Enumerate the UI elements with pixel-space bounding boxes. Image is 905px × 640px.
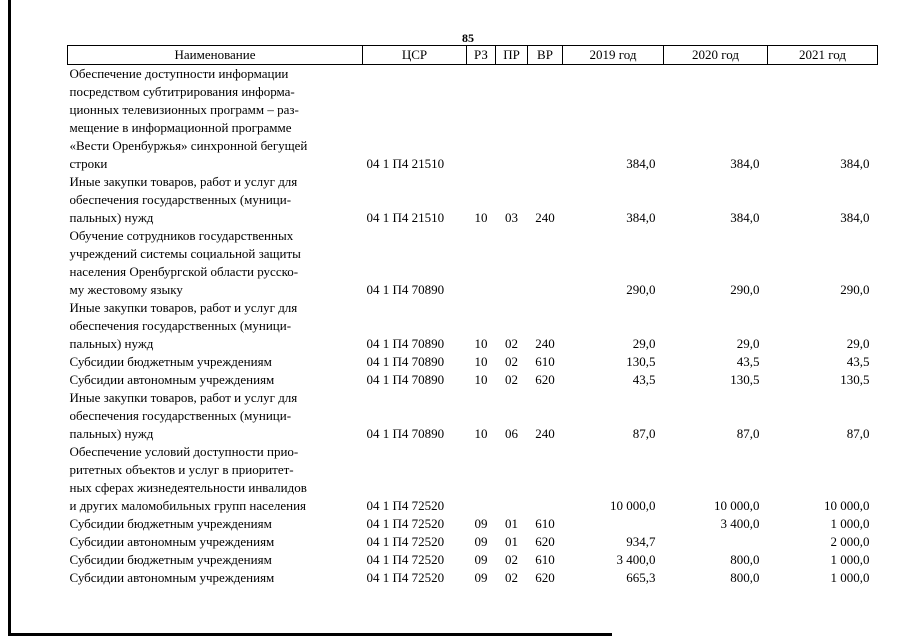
row-2019: 130,5 bbox=[626, 354, 656, 369]
row-2020: 384,0 bbox=[730, 156, 760, 171]
row-name-line: Обучение сотрудников государственных bbox=[69, 228, 294, 243]
row-csr: 04 1 П4 70890 bbox=[366, 336, 445, 351]
row-2021: 43,5 bbox=[846, 354, 870, 369]
row-2020: 10 000,0 bbox=[714, 498, 760, 513]
header-2021: 2021 год bbox=[768, 46, 878, 65]
row-name-line: ных сферах жизнедеятельности инвалидов bbox=[69, 480, 307, 495]
table-row bbox=[68, 515, 878, 533]
row-rz bbox=[467, 227, 496, 299]
row-pr bbox=[496, 65, 528, 174]
row-name-line: Субсидии бюджетным учреждениям bbox=[69, 552, 272, 567]
header-2019: 2019 год bbox=[563, 46, 664, 65]
row-pr: 02 bbox=[505, 372, 518, 387]
row-2020: 290,0 bbox=[730, 282, 760, 297]
row-2020: 384,0 bbox=[730, 210, 760, 225]
row-pr: 01 bbox=[505, 516, 518, 531]
row-name-line: Субсидии автономным учреждениям bbox=[69, 534, 275, 549]
row-2020: 800,0 bbox=[730, 570, 760, 585]
row-csr: 04 1 П4 72520 bbox=[366, 516, 445, 531]
row-vr bbox=[528, 65, 563, 174]
row-2019: 29,0 bbox=[632, 336, 656, 351]
row-2020: 800,0 bbox=[730, 552, 760, 567]
row-rz: 09 bbox=[474, 516, 488, 531]
row-name-line: Иные закупки товаров, работ и услуг для bbox=[69, 174, 298, 189]
row-vr: 610 bbox=[535, 354, 555, 369]
row-2021: 290,0 bbox=[840, 282, 870, 297]
row-pr: 06 bbox=[505, 426, 518, 441]
row-name-line: Обеспечение доступности информации bbox=[69, 66, 289, 81]
row-name-line: пальных) нужд bbox=[69, 336, 154, 351]
header-rz: РЗ bbox=[467, 46, 496, 65]
row-csr: 04 1 П4 70890 bbox=[366, 354, 445, 369]
row-name-line: пальных) нужд bbox=[69, 210, 154, 225]
row-name-line: посредством субтитрирования информа- bbox=[69, 84, 295, 99]
row-name-line: му жестовому языку bbox=[69, 282, 183, 297]
row-2021: 1 000,0 bbox=[830, 516, 870, 531]
table-row bbox=[68, 227, 878, 299]
row-name-line: Субсидии бюджетным учреждениям bbox=[69, 354, 272, 369]
row-pr: 01 bbox=[505, 534, 518, 549]
row-name bbox=[68, 443, 363, 515]
row-name-line: Субсидии бюджетным учреждениям bbox=[69, 516, 272, 531]
row-rz: 09 bbox=[474, 534, 488, 549]
row-name bbox=[68, 173, 363, 227]
row-name-line: обеспечения государственных (муници- bbox=[69, 318, 292, 333]
header-csr: ЦСР bbox=[363, 46, 467, 65]
row-name bbox=[68, 299, 363, 353]
row-vr bbox=[528, 443, 563, 515]
row-name-line: обеспечения государственных (муници- bbox=[69, 408, 292, 423]
row-name bbox=[68, 389, 363, 443]
row-name-line: Субсидии автономным учреждениям bbox=[69, 372, 275, 387]
row-name-line: обеспечения государственных (муници- bbox=[69, 192, 292, 207]
row-name-line: населения Оренбургской области русско- bbox=[69, 264, 299, 279]
row-pr bbox=[496, 227, 528, 299]
row-2021: 384,0 bbox=[840, 210, 870, 225]
row-name bbox=[68, 227, 363, 299]
row-vr: 240 bbox=[535, 336, 555, 351]
table-row bbox=[68, 389, 878, 443]
row-name-line: ционных телевизионных программ – раз- bbox=[69, 102, 299, 117]
header-pr: ПР bbox=[496, 46, 528, 65]
row-rz: 09 bbox=[474, 552, 488, 567]
table-body bbox=[68, 65, 878, 588]
row-2019: 87,0 bbox=[632, 426, 656, 441]
row-rz: 10 bbox=[474, 336, 488, 351]
row-name bbox=[68, 371, 363, 389]
header-2020: 2020 год bbox=[664, 46, 768, 65]
row-2021: 87,0 bbox=[846, 426, 870, 441]
page-number: 85 bbox=[462, 31, 474, 45]
row-rz bbox=[467, 65, 496, 174]
row-rz: 09 bbox=[474, 570, 488, 585]
row-csr: 04 1 П4 72520 bbox=[366, 570, 445, 585]
row-2019: 934,7 bbox=[626, 534, 656, 549]
row-pr bbox=[496, 443, 528, 515]
row-2021: 130,5 bbox=[840, 372, 870, 387]
scan-edge-left bbox=[8, 0, 11, 636]
row-vr bbox=[528, 227, 563, 299]
row-rz: 10 bbox=[474, 354, 488, 369]
row-2021: 1 000,0 bbox=[830, 552, 870, 567]
row-vr: 620 bbox=[535, 570, 555, 585]
row-csr: 04 1 П4 21510 bbox=[366, 156, 445, 171]
row-2019 bbox=[563, 515, 664, 533]
table-row bbox=[68, 371, 878, 389]
row-2020: 87,0 bbox=[736, 426, 760, 441]
row-rz: 10 bbox=[474, 372, 488, 387]
row-2019: 384,0 bbox=[626, 210, 656, 225]
row-vr: 620 bbox=[535, 372, 555, 387]
row-2021: 1 000,0 bbox=[830, 570, 870, 585]
row-2021: 29,0 bbox=[846, 336, 870, 351]
row-name-line: Иные закупки товаров, работ и услуг для bbox=[69, 390, 298, 405]
row-name-line: Обеспечение условий доступности прио- bbox=[69, 444, 299, 459]
budget-table bbox=[67, 45, 878, 587]
row-pr: 02 bbox=[505, 336, 518, 351]
row-2021: 10 000,0 bbox=[824, 498, 870, 513]
row-rz: 10 bbox=[474, 210, 488, 225]
row-rz bbox=[467, 443, 496, 515]
row-name-line: и других маломобильных групп населения bbox=[69, 498, 307, 513]
row-2019: 43,5 bbox=[632, 372, 656, 387]
row-name-line: пальных) нужд bbox=[69, 426, 154, 441]
row-pr: 02 bbox=[505, 552, 518, 567]
row-vr: 610 bbox=[535, 516, 555, 531]
row-name-line: Субсидии автономным учреждениям bbox=[69, 570, 275, 585]
table-row bbox=[68, 533, 878, 551]
table-row bbox=[68, 173, 878, 227]
row-name-line: «Вести Оренбуржья» синхронной бегущей bbox=[69, 138, 308, 153]
row-2021: 2 000,0 bbox=[830, 534, 870, 549]
row-csr: 04 1 П4 72520 bbox=[366, 534, 445, 549]
row-name bbox=[68, 515, 363, 533]
row-csr: 04 1 П4 70890 bbox=[366, 372, 445, 387]
table-header-row bbox=[68, 46, 878, 65]
row-2020: 130,5 bbox=[730, 372, 760, 387]
row-rz: 10 bbox=[474, 426, 488, 441]
table-row bbox=[68, 353, 878, 371]
row-2019: 290,0 bbox=[626, 282, 656, 297]
scan-edge-bottom bbox=[8, 633, 612, 636]
row-name-line: мещение в информационной программе bbox=[69, 120, 292, 135]
row-csr: 04 1 П4 21510 bbox=[366, 210, 445, 225]
row-csr: 04 1 П4 72520 bbox=[366, 552, 445, 567]
row-2020: 43,5 bbox=[736, 354, 760, 369]
table-row bbox=[68, 65, 878, 174]
row-vr: 240 bbox=[535, 426, 555, 441]
table-row bbox=[68, 299, 878, 353]
row-2021: 384,0 bbox=[840, 156, 870, 171]
row-2020: 29,0 bbox=[736, 336, 760, 351]
row-name bbox=[68, 353, 363, 371]
row-2019: 384,0 bbox=[626, 156, 656, 171]
row-2019: 3 400,0 bbox=[616, 552, 656, 567]
row-csr: 04 1 П4 70890 bbox=[366, 426, 445, 441]
row-2020: 3 400,0 bbox=[720, 516, 760, 531]
row-pr: 02 bbox=[505, 354, 518, 369]
row-name bbox=[68, 551, 363, 569]
row-name bbox=[68, 533, 363, 551]
row-name-line: Иные закупки товаров, работ и услуг для bbox=[69, 300, 298, 315]
row-2019: 665,3 bbox=[626, 570, 656, 585]
row-name bbox=[68, 65, 363, 174]
row-2019: 10 000,0 bbox=[610, 498, 656, 513]
header-vr: ВР bbox=[528, 46, 563, 65]
table-row bbox=[68, 551, 878, 569]
row-vr: 240 bbox=[535, 210, 555, 225]
row-pr: 02 bbox=[505, 570, 518, 585]
row-vr: 610 bbox=[535, 552, 555, 567]
row-csr: 04 1 П4 72520 bbox=[366, 498, 445, 513]
row-name-line: ритетных объектов и услуг в приоритет- bbox=[69, 462, 294, 477]
table-row bbox=[68, 569, 878, 587]
row-name-line: строки bbox=[69, 156, 108, 171]
row-name bbox=[68, 569, 363, 587]
row-csr: 04 1 П4 70890 bbox=[366, 282, 445, 297]
row-vr: 620 bbox=[535, 534, 555, 549]
row-2020 bbox=[664, 533, 768, 551]
row-pr: 03 bbox=[505, 210, 518, 225]
header-name: Наименование bbox=[68, 46, 363, 65]
table-row bbox=[68, 443, 878, 515]
row-name-line: учреждений системы социальной защиты bbox=[69, 246, 301, 261]
